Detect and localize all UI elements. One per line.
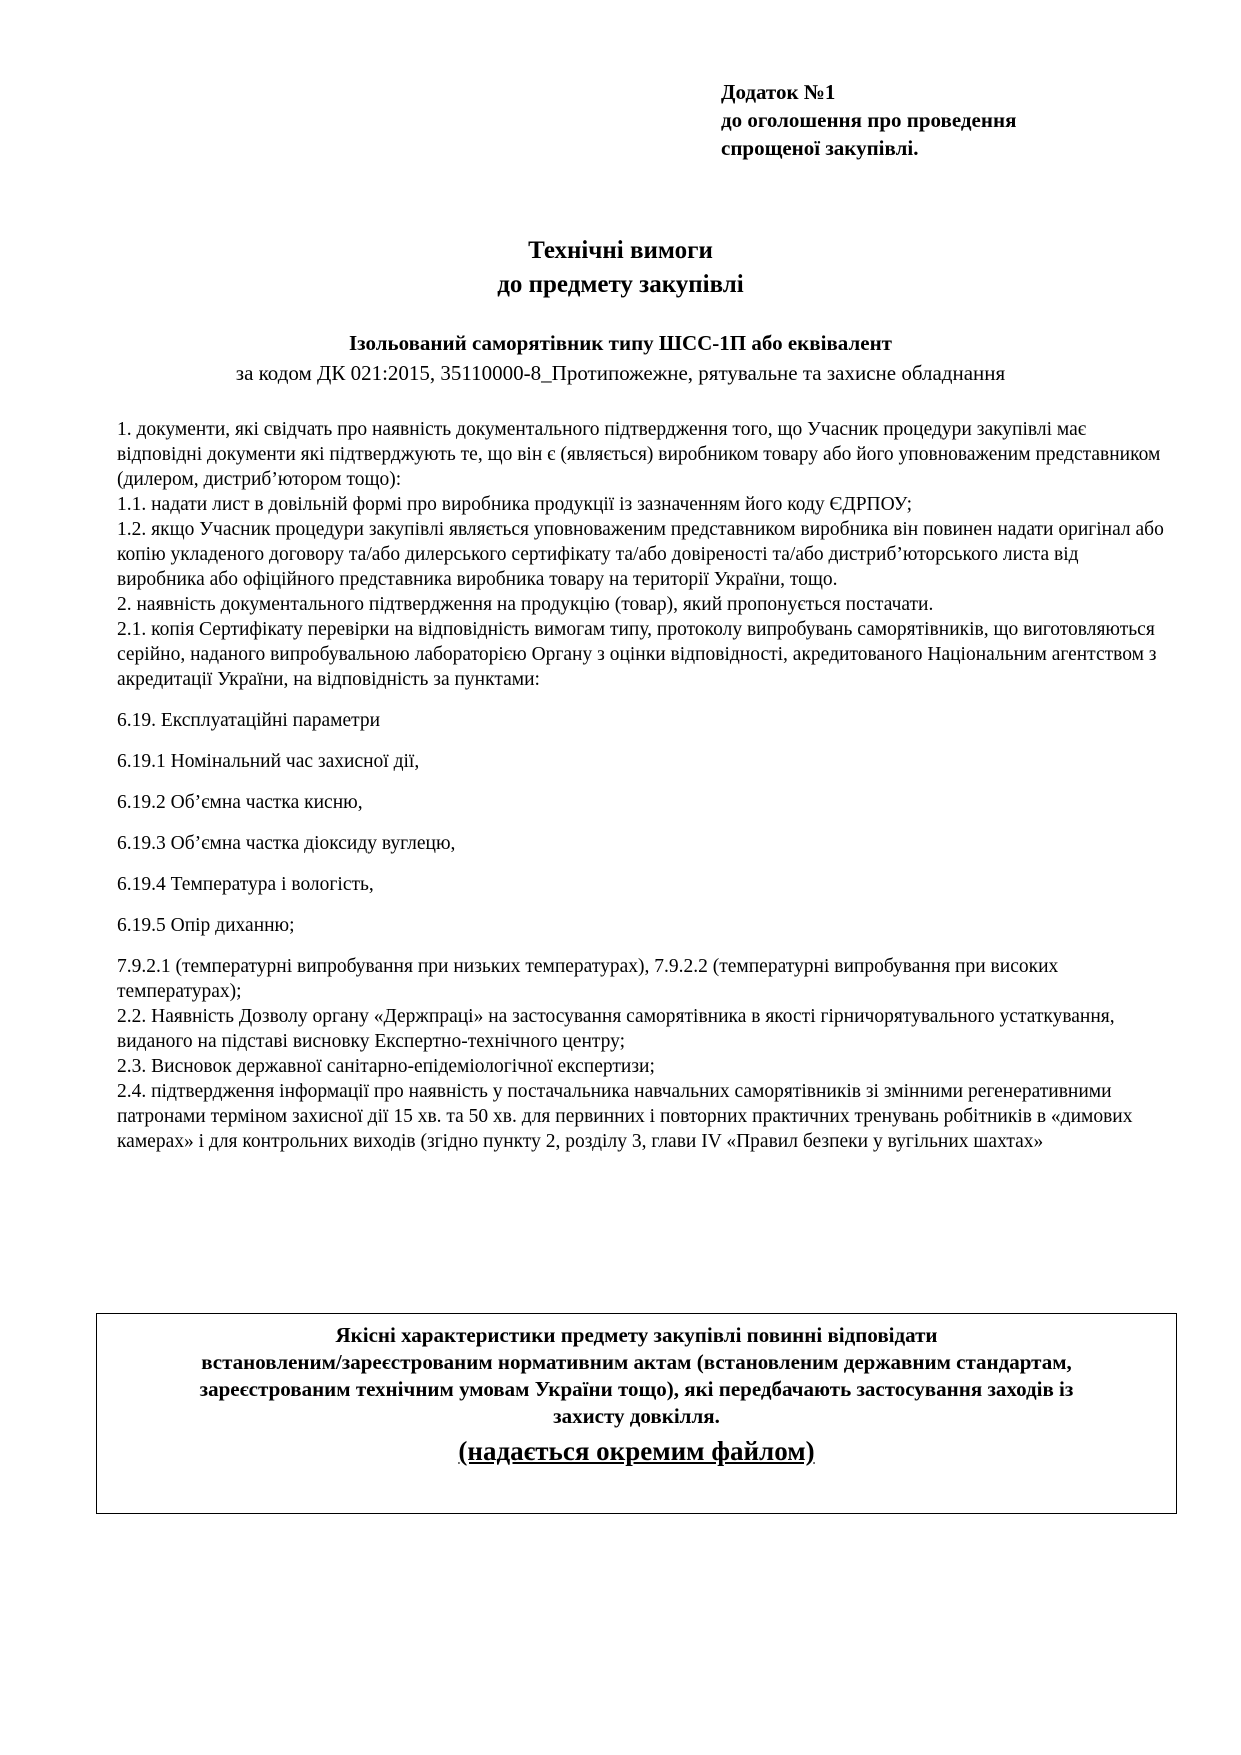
requirement-paragraph: 2.3. Висновок державної санітарно-епідеміологічної експертизи; [117,1056,655,1077]
separate-file-note: (надається окремим файлом) [458,1436,815,1466]
title-line: Технічні вимоги [528,237,713,264]
quality-notice-box [96,1313,1177,1514]
appendix-number: Додаток №1 [721,80,836,104]
requirement-paragraph: 1.1. надати лист в довільній формі про виробника продукції із зазначенням його коду ЄДРПОУ; [117,494,913,515]
appendix-header [721,78,1016,162]
notice-line: зареєстрованим технічним умовам України тощо), які передбачають застосування заходів із [199,1377,1074,1401]
notice-line: встановленим/зареєстрованим нормативним актам (встановленим державним стандартам, [201,1350,1072,1374]
requirement-paragraph: 2.4. підтвердження інформації про наявність у постачальника навчальних саморятівників зі змінними регенеративними патронами терміном захисної дії 15 хв. та 50 хв. для первинних і повторних практичних тренувань робітників в «димових камерах» і для контрольних виходів (згідно пункту 2, розділу 3, глави IV «Правил безпеки у вугільних шахтах» [117,1081,1133,1152]
requirement-paragraph: 2. наявність документального підтвердження на продукцію (товар), який пропонується постачати. [117,594,934,615]
parameter-item: 6.19.3 Об’ємна частка діоксиду вуглецю, [117,833,456,854]
requirement-paragraph: 2.1. копія Сертифікату перевірки на відповідність вимогам типу, протоколу випробувань саморятівників, що виготовляються серійно, наданого випробувальною лабораторією Органу з оцінки відповідності, акредитованого Національним агентством з акредитації України, на відповідність за пунктами: [117,619,1157,690]
notice-line: Якісні характеристики предмету закупівлі повинні відповідати [335,1323,938,1347]
requirement-paragraph: 7.9.2.1 (температурні випробування при низьких температурах), 7.9.2.2 (температурні випробування при високих температурах); [117,956,1059,1002]
parameter-item: 6.19.1 Номінальний час захисної дії, [117,751,420,772]
appendix-ref-line: спрощеної закупівлі. [721,136,919,160]
parameter-item: 6.19.4 Температура і вологість, [117,874,374,895]
parameter-item: 6.19. Експлуатаційні параметри [117,710,381,731]
requirement-paragraph: 1. документи, які свідчать про наявність документального підтвердження того, що Учасник процедури закупівлі має відповідні документи які підтверджують те, що він є (являється) виробником товару або його уповноваженим представником (дилером, дистриб’ютором тощо): [117,419,1161,490]
notice-line: захисту довкілля. [553,1404,720,1428]
subject-code: за кодом ДК 021:2015, 35110000-8_Протипожежне, рятувальне та захисне обладнання [235,361,1006,385]
document-title [0,234,1241,302]
parameter-item: 6.19.2 Об’ємна частка кисню, [117,792,363,813]
requirements-list [117,417,1167,1154]
subject-name: Ізольований саморятівник типу ШСС-1П або еквівалент [349,331,892,355]
title-line: до предмету закупівлі [497,271,744,298]
procurement-subject [0,328,1241,388]
requirement-paragraph: 2.2. Наявність Дозволу органу «Держпраці» на застосування саморятівника в якості гірничорятувального устаткування, виданого на підставі висновку Експертно-технічного центру; [117,1006,1115,1052]
appendix-ref-line: до оголошення про проведення [721,108,1017,132]
requirement-paragraph: 1.2. якщо Учасник процедури закупівлі являється уповноваженим представником виробника він повинен надати оригінал або копію укладеного договору та/або дилерського сертифікату та/або довіреності та/або дистриб’юторського листа від виробника або офіційного представника виробника товару на території України, тощо. [117,519,1164,590]
parameter-item: 6.19.5 Опір диханню; [117,915,295,936]
